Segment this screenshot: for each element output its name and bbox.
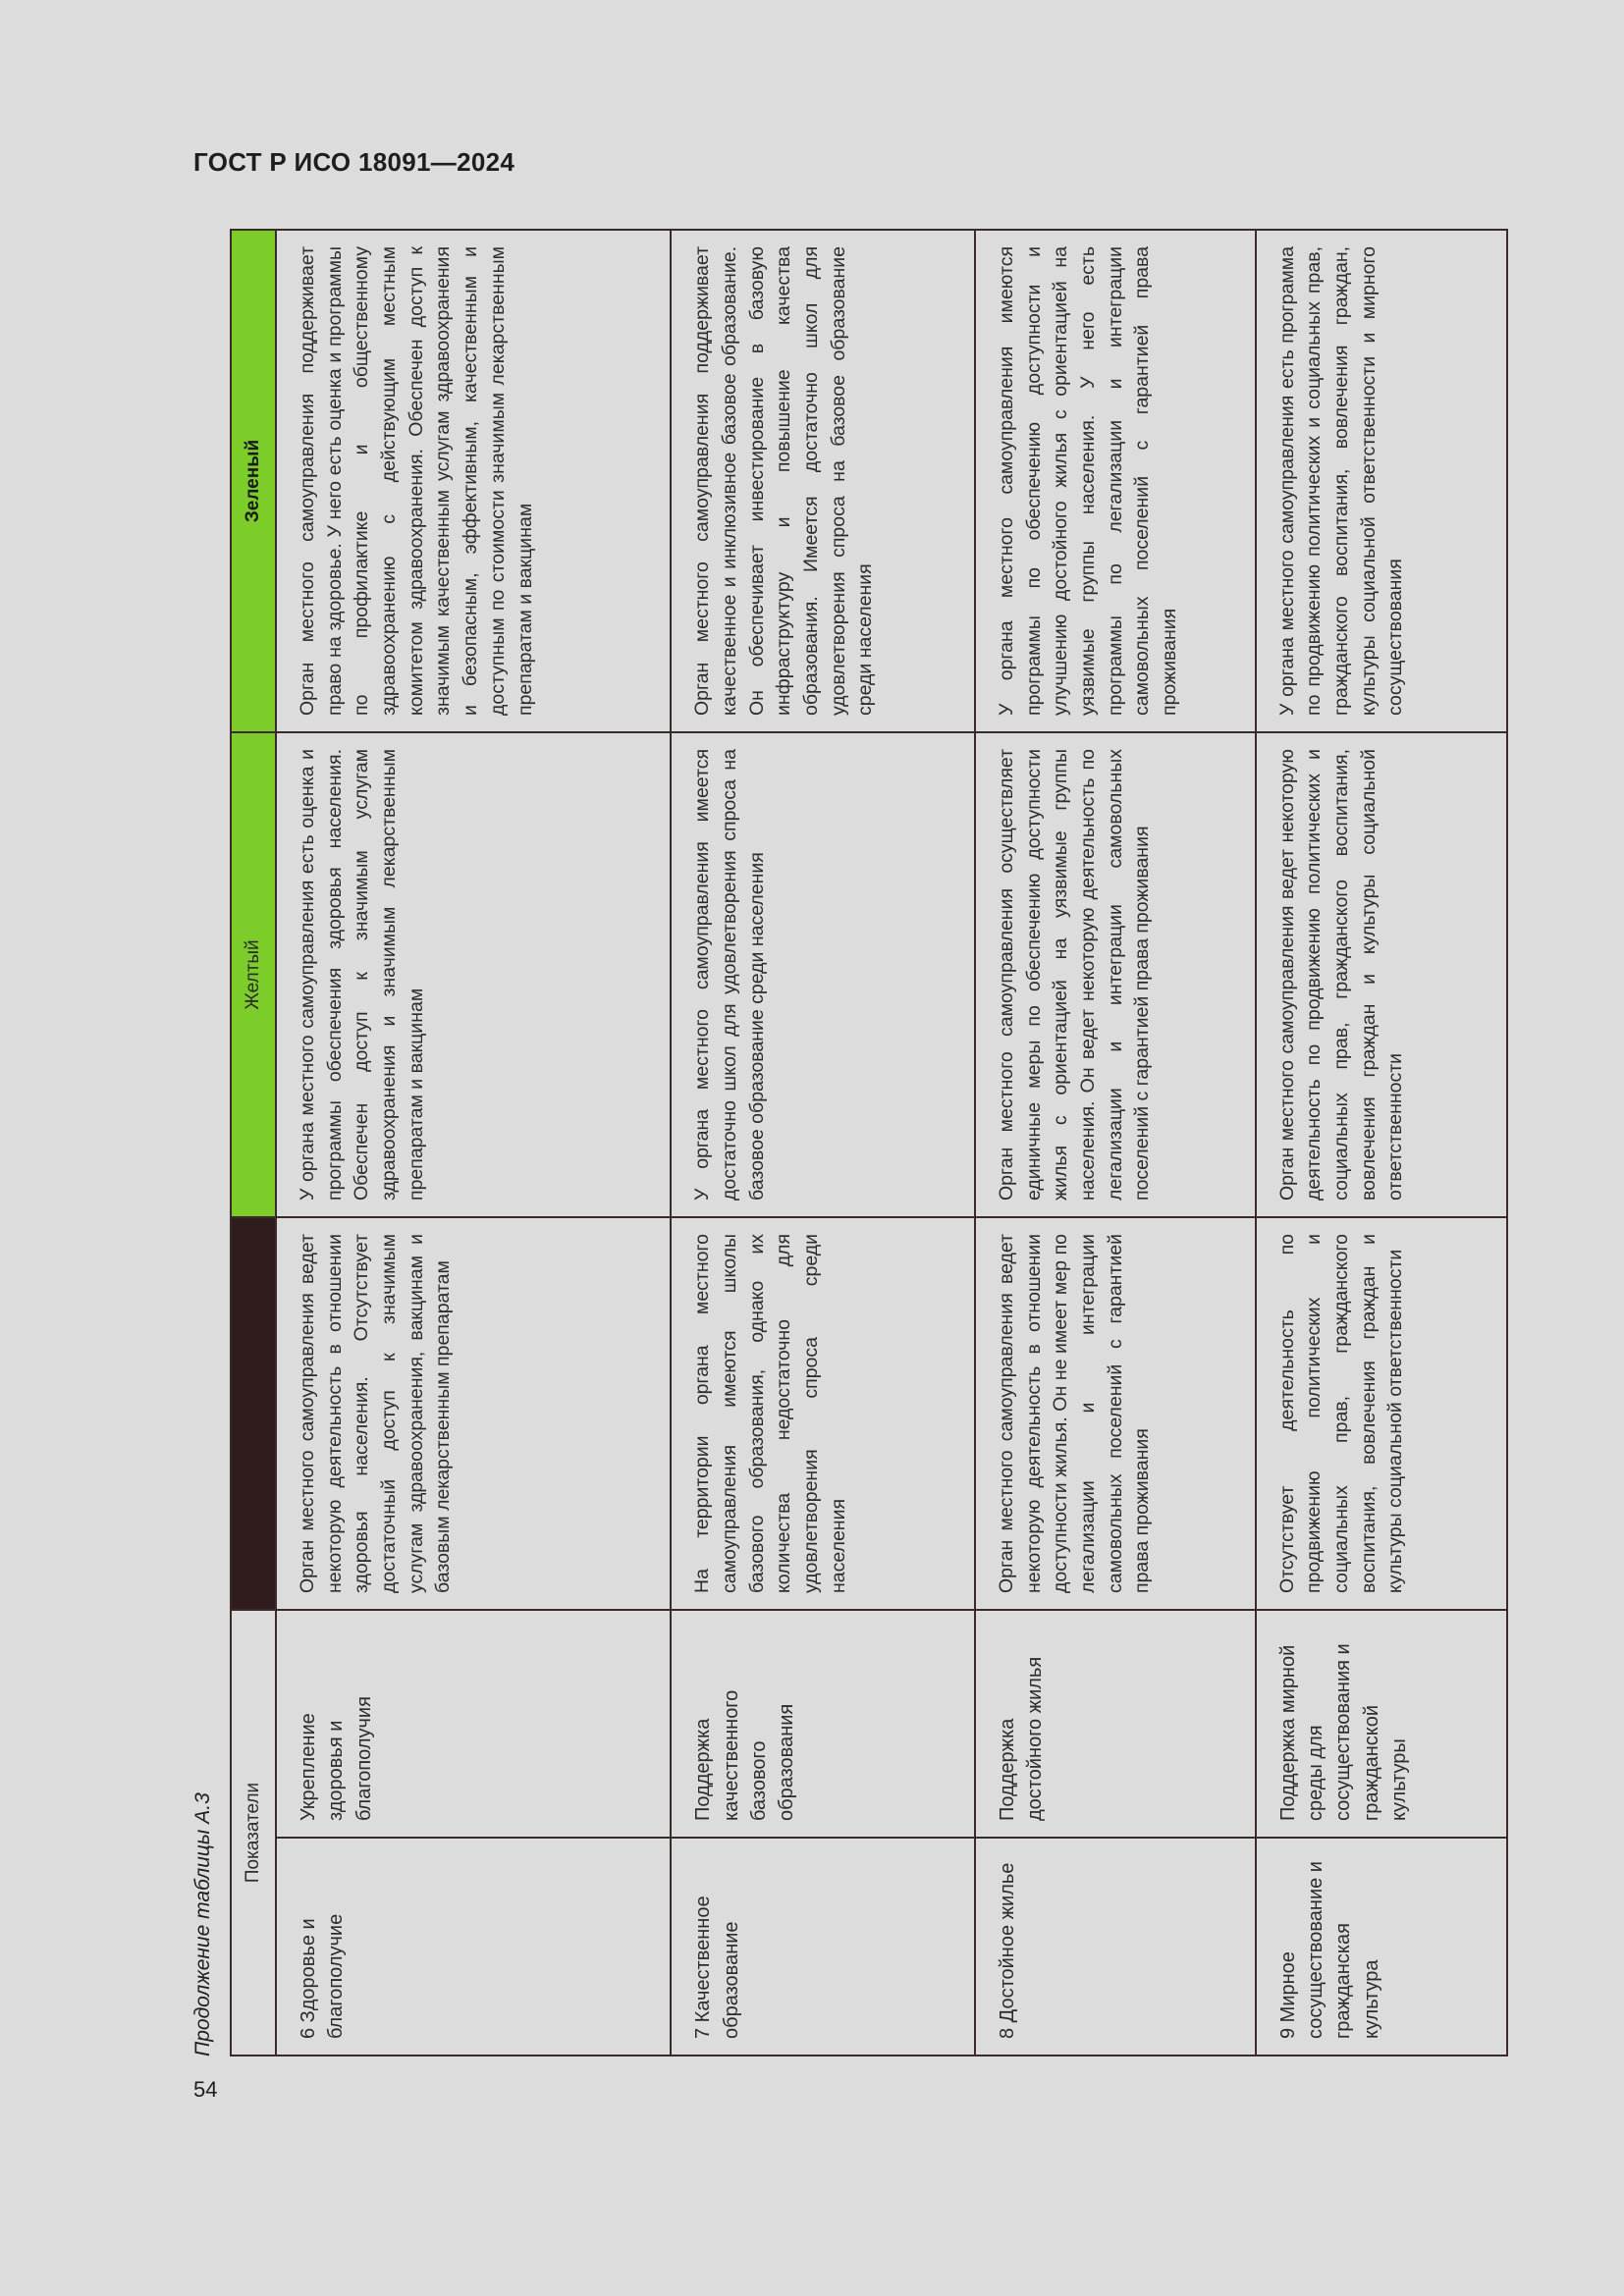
column-header-green: Зеленый [231, 230, 276, 732]
column-header-indicators: Показатели [231, 1610, 276, 2056]
yellow-level-cell: У органа местного самоуправления есть оценка и программы обеспечения здоровья населения. Обеспечен доступ к значимым услугам здравоохранения и значимым лекарственным препаратам и вакцинам [276, 732, 671, 1217]
indicator-cell: 8 Достойное жилье [975, 1838, 1256, 2056]
subindicator-cell: Поддержка достойного жилья [975, 1610, 1256, 1838]
table-caption-container [191, 1742, 221, 2056]
table-row [671, 230, 975, 2056]
subindicator-cell: Укрепление здоровья и благополучия [276, 1610, 671, 1838]
yellow-level-cell: Орган местного самоуправления осуществляет единичные меры по обеспечению доступности жилья с ориентацией на уязвимые группы населения. Он ведет некоторую деятельность по легализации и интеграции самовольных поселений с гарантией права проживания [975, 732, 1256, 1217]
column-header-yellow: Желтый [231, 732, 276, 1217]
indicator-cell: 9 Мирное сосуществование и гражданская культура [1256, 1838, 1507, 2056]
document-header: ГОСТ Р ИСО 18091—2024 [193, 147, 515, 177]
yellow-level-cell: У органа местного самоуправления имеется достаточно школ для удовлетворения спроса на базовое образование среди населения [671, 732, 975, 1217]
red-level-cell: Орган местного самоуправления ведет некоторую деятельность в отношении доступности жилья. Он не имеет мер по легализации и интеграции самовольных поселений с гарантией права проживания [975, 1217, 1256, 1610]
table-caption: Продолжение таблицы А.3 [191, 1792, 214, 2056]
rotated-table-container [230, 231, 1508, 2056]
green-level-cell: У органа местного самоуправления есть программа по продвижению политических и социальных прав, гражданского воспитания, вовлечения граждан, культуры социальной ответственности и мирного сосуществования [1256, 230, 1507, 732]
assessment-table [230, 229, 1508, 2056]
indicator-cell: 6 Здоровье и благополучие [276, 1838, 671, 2056]
table-row [975, 230, 1256, 2056]
red-level-cell: На территории органа местного самоуправления имеются школы базового образования, однако их количества недостаточно для удовлетворения спроса среди населения [671, 1217, 975, 1610]
column-header-red [231, 1217, 276, 1610]
green-level-cell: У органа местного самоуправления имеются программы по обеспечению доступности и улучшению достойного жилья с ориентацией на уязвимые группы населения. У него есть программы по легализации и интеграции самовольных поселений с гарантией права проживания [975, 230, 1256, 732]
red-level-cell: Орган местного самоуправления ведет некоторую деятельность в отношении здоровья населения. Отсутствует достаточный доступ к значимым услугам здравоохранения, вакцинам и базовым лекарственным препаратам [276, 1217, 671, 1610]
green-level-cell: Орган местного самоуправления поддерживает качественное и инклюзивное базовое образование. Он обеспечивает инвестирование в базовую инфраструктуру и повышение качества образования. Имеется достаточно школ для удовлетворения спроса на базовое образование среди населения [671, 230, 975, 732]
green-level-cell: Орган местного самоуправления поддерживает право на здоровье. У него есть оценка и программы по профилактике и общественному здравоохранению с действующим местным комитетом здравоохранения. Обеспечен доступ к значимым качественным услугам здравоохранения и безопасным, эффективным, качественным и доступным по стоимости значимым лекарственным препаратам и вакцинам [276, 230, 671, 732]
table-row [276, 230, 671, 2056]
red-level-cell: Отсутствует деятельность по продвижению политических и социальных прав, гражданского воспитания, вовлечения граждан и культуры социальной ответственности [1256, 1217, 1507, 1610]
table-header-row [231, 230, 276, 2056]
table-row [1256, 230, 1507, 2056]
indicator-cell: 7 Качественное образование [671, 1838, 975, 2056]
page-number: 54 [193, 2077, 218, 2102]
subindicator-cell: Поддержка мирной среды для сосуществования и гражданской культуры [1256, 1610, 1507, 1838]
yellow-level-cell: Орган местного самоуправления ведет некоторую деятельность по продвижению политических и социальных прав, гражданского воспитания, вовлечения граждан и культуры социальной ответственности [1256, 732, 1507, 1217]
subindicator-cell: Поддержка качественного базового образования [671, 1610, 975, 1838]
